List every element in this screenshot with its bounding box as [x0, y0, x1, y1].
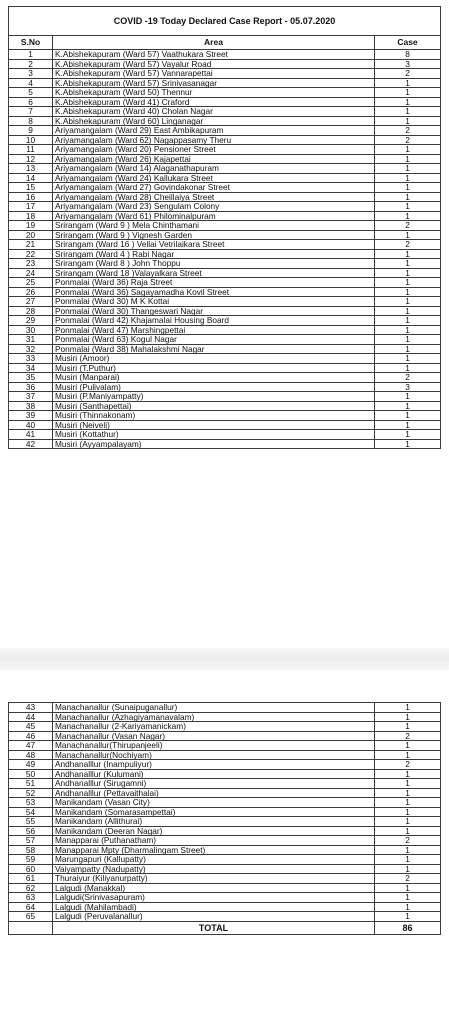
- row-case: 1: [375, 722, 441, 732]
- row-case: 1: [375, 912, 441, 922]
- total-spacer: [9, 921, 53, 934]
- report-page-2: [8, 702, 440, 935]
- row-sno: 31: [9, 335, 53, 345]
- row-area: Manachanallur (Vasan Nagar): [53, 731, 375, 741]
- table-row: [9, 430, 441, 440]
- table-row: [9, 297, 441, 307]
- row-area: K.Abishekapuram (Ward 57) Vaathukara Street: [53, 50, 375, 60]
- row-case: 1: [375, 249, 441, 259]
- row-case: 2: [375, 836, 441, 846]
- report-title: COVID -19 Today Declared Case Report - 05.07.2020: [9, 7, 441, 36]
- row-case: 2: [375, 135, 441, 145]
- row-area: Musiri (P.Maniyampatty): [53, 392, 375, 402]
- table-row: [9, 344, 441, 354]
- table-row: [9, 912, 441, 922]
- row-sno: 48: [9, 750, 53, 760]
- row-area: Manachanallur (2-Kariyamanickam): [53, 722, 375, 732]
- table-row: [9, 712, 441, 722]
- row-area: Ariyamangalam (Ward 29) East Ambikapuram: [53, 126, 375, 136]
- row-case: 1: [375, 750, 441, 760]
- table-row: [9, 798, 441, 808]
- row-sno: 25: [9, 278, 53, 288]
- row-area: Srirangam (Ward 16 ) Vellai Vetrilaikara Street: [53, 240, 375, 250]
- row-case: 1: [375, 297, 441, 307]
- row-case: 1: [375, 287, 441, 297]
- row-sno: 13: [9, 164, 53, 174]
- row-area: Ponmalai (Ward 30) Thangeswari Nagar: [53, 306, 375, 316]
- row-case: 2: [375, 240, 441, 250]
- row-case: 2: [375, 760, 441, 770]
- table-row: [9, 354, 441, 364]
- row-case: 1: [375, 173, 441, 183]
- case-report-table-part-1: [8, 6, 441, 449]
- row-case: 1: [375, 107, 441, 117]
- table-row: [9, 59, 441, 69]
- row-case: 2: [375, 126, 441, 136]
- row-area: Ariyamangalam (Ward 62) Nagappasamy Theru: [53, 135, 375, 145]
- row-sno: 20: [9, 230, 53, 240]
- table-row: [9, 97, 441, 107]
- table-row: [9, 411, 441, 421]
- row-case: 3: [375, 382, 441, 392]
- row-area: Vaiyampatty (Nadupatty): [53, 864, 375, 874]
- row-case: 1: [375, 354, 441, 364]
- row-area: Manikandam (Vasan City): [53, 798, 375, 808]
- row-sno: 38: [9, 401, 53, 411]
- table-row: [9, 826, 441, 836]
- row-sno: 16: [9, 192, 53, 202]
- row-area: Ariyamangalam (Ward 26) Kajapettai: [53, 154, 375, 164]
- table-row: [9, 731, 441, 741]
- row-sno: 15: [9, 183, 53, 193]
- row-sno: 49: [9, 760, 53, 770]
- table-row: [9, 202, 441, 212]
- column-header-sno: S.No: [9, 36, 53, 50]
- table-row: [9, 703, 441, 713]
- row-sno: 51: [9, 779, 53, 789]
- row-case: 1: [375, 259, 441, 269]
- row-case: 1: [375, 788, 441, 798]
- table-row: [9, 287, 441, 297]
- row-case: 1: [375, 325, 441, 335]
- row-case: 1: [375, 316, 441, 326]
- row-case: 1: [375, 769, 441, 779]
- row-area: Musiri (Amoor): [53, 354, 375, 364]
- row-sno: 59: [9, 855, 53, 865]
- row-area: Ariyamangalam (Ward 27) Govindakonar Street: [53, 183, 375, 193]
- row-area: Manachanallur(Thirupanjeeli): [53, 741, 375, 751]
- table-row: [9, 779, 441, 789]
- row-sno: 47: [9, 741, 53, 751]
- row-area: Musiri (Neiveli): [53, 420, 375, 430]
- row-area: Manikandam (Deeran Nagar): [53, 826, 375, 836]
- row-area: Andhanalllur (Inampuliyur): [53, 760, 375, 770]
- table-row: [9, 883, 441, 893]
- row-area: Ponmalai (Ward 30) M K Kottai: [53, 297, 375, 307]
- row-sno: 19: [9, 221, 53, 231]
- row-area: Ariyamangalam (Ward 61) Philominalpuram: [53, 211, 375, 221]
- table-row: [9, 164, 441, 174]
- row-case: 1: [375, 335, 441, 345]
- row-area: Manikandam (Allithurai): [53, 817, 375, 827]
- row-case: 1: [375, 855, 441, 865]
- row-case: 1: [375, 798, 441, 808]
- row-case: 1: [375, 411, 441, 421]
- row-case: 1: [375, 145, 441, 155]
- row-sno: 46: [9, 731, 53, 741]
- table-row: [9, 420, 441, 430]
- row-case: 1: [375, 430, 441, 440]
- report-page-1: [8, 6, 440, 449]
- row-sno: 61: [9, 874, 53, 884]
- row-area: Ponmalai (Ward 38) Mahalakshmi Nagar: [53, 344, 375, 354]
- row-sno: 45: [9, 722, 53, 732]
- row-sno: 58: [9, 845, 53, 855]
- row-case: 1: [375, 211, 441, 221]
- row-area: Manachanallur(Nochiyam): [53, 750, 375, 760]
- row-case: 1: [375, 230, 441, 240]
- row-case: 2: [375, 874, 441, 884]
- row-case: 1: [375, 268, 441, 278]
- table-row: [9, 116, 441, 126]
- row-case: 1: [375, 893, 441, 903]
- row-case: 1: [375, 183, 441, 193]
- table-row: [9, 392, 441, 402]
- row-area: Ponmalai (Ward 36) Sagayamadha Kovil Street: [53, 287, 375, 297]
- row-sno: 36: [9, 382, 53, 392]
- row-sno: 39: [9, 411, 53, 421]
- row-area: K.Abishekapuram (Ward 40) Cholan Nagar: [53, 107, 375, 117]
- row-area: Ariyamangalam (Ward 28) Cheillaiya Street: [53, 192, 375, 202]
- row-sno: 10: [9, 135, 53, 145]
- column-header-case: Case: [375, 36, 441, 50]
- column-header-area: Area: [53, 36, 375, 50]
- row-case: 1: [375, 703, 441, 713]
- row-sno: 22: [9, 249, 53, 259]
- table-row: [9, 183, 441, 193]
- row-sno: 5: [9, 88, 53, 98]
- row-case: 1: [375, 116, 441, 126]
- row-sno: 42: [9, 439, 53, 449]
- row-case: 1: [375, 344, 441, 354]
- row-sno: 3: [9, 69, 53, 79]
- row-sno: 12: [9, 154, 53, 164]
- row-area: Ariyamangalam (Ward 14) Alaganathapuram: [53, 164, 375, 174]
- row-sno: 43: [9, 703, 53, 713]
- row-sno: 65: [9, 912, 53, 922]
- row-area: Musiri (Thinnakonam): [53, 411, 375, 421]
- row-case: 1: [375, 864, 441, 874]
- row-area: Musiri (T.Puthur): [53, 363, 375, 373]
- table-row: [9, 363, 441, 373]
- table-row: [9, 769, 441, 779]
- table-row: [9, 335, 441, 345]
- row-area: Musiri (Pulivalam): [53, 382, 375, 392]
- table-row: [9, 107, 441, 117]
- row-area: Ariyamangalam (Ward 24) Kallukara Street: [53, 173, 375, 183]
- row-case: 1: [375, 192, 441, 202]
- row-area: Srirangam (Ward 9 ) Vignesh Garden: [53, 230, 375, 240]
- row-case: 1: [375, 902, 441, 912]
- row-area: Srirangam (Ward 18 )Valayalkara Street: [53, 268, 375, 278]
- row-sno: 53: [9, 798, 53, 808]
- row-case: 1: [375, 439, 441, 449]
- row-sno: 23: [9, 259, 53, 269]
- row-sno: 29: [9, 316, 53, 326]
- row-case: 1: [375, 420, 441, 430]
- table-row: [9, 836, 441, 846]
- table-row: [9, 874, 441, 884]
- row-case: 2: [375, 69, 441, 79]
- row-area: Manachanallur (Azhagiyamanavalam): [53, 712, 375, 722]
- row-sno: 30: [9, 325, 53, 335]
- row-case: 2: [375, 373, 441, 383]
- row-sno: 50: [9, 769, 53, 779]
- row-area: K.Abishekapuram (Ward 41) Craford: [53, 97, 375, 107]
- row-case: 1: [375, 306, 441, 316]
- row-case: 1: [375, 712, 441, 722]
- row-case: 1: [375, 401, 441, 411]
- row-case: 1: [375, 363, 441, 373]
- table-row: [9, 211, 441, 221]
- row-area: Musiri (Ayyampalayam): [53, 439, 375, 449]
- table-row: [9, 69, 441, 79]
- row-sno: 55: [9, 817, 53, 827]
- row-sno: 62: [9, 883, 53, 893]
- table-row: [9, 306, 441, 316]
- row-case: 1: [375, 817, 441, 827]
- row-area: Manapparai Mpty (Dharmalingam Street): [53, 845, 375, 855]
- row-area: Andhanalllur (Pettavaithalai): [53, 788, 375, 798]
- table-row: [9, 817, 441, 827]
- row-case: 1: [375, 845, 441, 855]
- table-row: [9, 221, 441, 231]
- row-case: 1: [375, 78, 441, 88]
- row-sno: 64: [9, 902, 53, 912]
- row-sno: 6: [9, 97, 53, 107]
- row-case: 1: [375, 202, 441, 212]
- row-area: K.Abishekapuram (Ward 50) Thennur: [53, 88, 375, 98]
- row-case: 2: [375, 221, 441, 231]
- row-sno: 17: [9, 202, 53, 212]
- row-case: 1: [375, 883, 441, 893]
- row-area: K.Abishekapuram (Ward 57) Vayalur Road: [53, 59, 375, 69]
- row-area: Lalgudi (Manakkal): [53, 883, 375, 893]
- row-sno: 57: [9, 836, 53, 846]
- row-sno: 21: [9, 240, 53, 250]
- row-area: Thuraiyur (Kiliyanurpatty): [53, 874, 375, 884]
- row-case: 2: [375, 731, 441, 741]
- row-sno: 35: [9, 373, 53, 383]
- table-row: [9, 845, 441, 855]
- row-sno: 11: [9, 145, 53, 155]
- row-sno: 26: [9, 287, 53, 297]
- table-row: [9, 382, 441, 392]
- table-row: [9, 173, 441, 183]
- row-case: 1: [375, 164, 441, 174]
- table-row: [9, 126, 441, 136]
- row-case: 1: [375, 741, 441, 751]
- table-row: [9, 788, 441, 798]
- row-area: Ponmalai (Ward 36) Raja Street: [53, 278, 375, 288]
- row-case: 1: [375, 88, 441, 98]
- row-area: Andhanalllur (Sirugamni): [53, 779, 375, 789]
- row-sno: 8: [9, 116, 53, 126]
- page-gap: [0, 648, 449, 670]
- table-row: [9, 78, 441, 88]
- row-sno: 27: [9, 297, 53, 307]
- row-area: Lalgudi (Peruvalanallur): [53, 912, 375, 922]
- table-row: [9, 864, 441, 874]
- row-area: Lalgudi(Srinivasapuram): [53, 893, 375, 903]
- row-case: 1: [375, 278, 441, 288]
- table-row: [9, 855, 441, 865]
- row-area: Srirangam (Ward 8 ) John Thoppu: [53, 259, 375, 269]
- table-row: [9, 807, 441, 817]
- row-sno: 7: [9, 107, 53, 117]
- row-sno: 40: [9, 420, 53, 430]
- table-row: [9, 88, 441, 98]
- table-row: [9, 249, 441, 259]
- table-row: [9, 760, 441, 770]
- table-row: [9, 902, 441, 912]
- table-row: [9, 192, 441, 202]
- row-area: Manachanallur (Sunaipuganallur): [53, 703, 375, 713]
- row-sno: 44: [9, 712, 53, 722]
- table-row: [9, 259, 441, 269]
- row-sno: 14: [9, 173, 53, 183]
- row-area: K.Abishekapuram (Ward 57) Vannarapettai: [53, 69, 375, 79]
- row-sno: 33: [9, 354, 53, 364]
- row-case: 1: [375, 392, 441, 402]
- row-sno: 34: [9, 363, 53, 373]
- row-sno: 2: [9, 59, 53, 69]
- table-row: [9, 439, 441, 449]
- table-row: [9, 145, 441, 155]
- table-row: [9, 325, 441, 335]
- row-sno: 60: [9, 864, 53, 874]
- row-area: Andhanalllur (Kulumani): [53, 769, 375, 779]
- table-row: [9, 401, 441, 411]
- row-area: Lalgudi (Mahilambadi): [53, 902, 375, 912]
- table-row: [9, 722, 441, 732]
- row-case: 1: [375, 826, 441, 836]
- total-value: 86: [375, 921, 441, 934]
- row-sno: 52: [9, 788, 53, 798]
- row-sno: 56: [9, 826, 53, 836]
- row-area: Marungapuri (Kallupatty): [53, 855, 375, 865]
- row-area: K.Abishekapuram (Ward 57) Srinivasanagar: [53, 78, 375, 88]
- row-area: Ariyamangalam (Ward 23) Sengulam Colony: [53, 202, 375, 212]
- total-label: TOTAL: [53, 921, 375, 934]
- table-row: [9, 268, 441, 278]
- table-row: [9, 230, 441, 240]
- row-sno: 37: [9, 392, 53, 402]
- table-row: [9, 154, 441, 164]
- table-row: [9, 741, 441, 751]
- row-sno: 9: [9, 126, 53, 136]
- row-case: 1: [375, 97, 441, 107]
- row-sno: 4: [9, 78, 53, 88]
- row-area: Ariyamangalam (Ward 20) Pensioner Street: [53, 145, 375, 155]
- row-sno: 41: [9, 430, 53, 440]
- row-area: Ponmalai (Ward 47) Marshingpettai: [53, 325, 375, 335]
- table-row: [9, 135, 441, 145]
- table-row: [9, 316, 441, 326]
- row-sno: 28: [9, 306, 53, 316]
- row-area: Srirangam (Ward 4 ) Rabi Nagar: [53, 249, 375, 259]
- row-sno: 24: [9, 268, 53, 278]
- row-area: Ponmalai (Ward 42) Khajamalai Housing Board: [53, 316, 375, 326]
- table-row: [9, 240, 441, 250]
- row-area: Ponmalai (Ward 63) Kogul Nagar: [53, 335, 375, 345]
- case-report-table-part-2: [8, 702, 441, 935]
- row-case: 1: [375, 779, 441, 789]
- row-sno: 18: [9, 211, 53, 221]
- row-area: Musiri (Manparai): [53, 373, 375, 383]
- row-case: 1: [375, 807, 441, 817]
- row-case: 8: [375, 50, 441, 60]
- row-area: Musiri (Santhapettai): [53, 401, 375, 411]
- row-area: Manikandam (Somarasampettai): [53, 807, 375, 817]
- table-row: [9, 373, 441, 383]
- row-area: Musiri (Kottathur): [53, 430, 375, 440]
- row-case: 1: [375, 154, 441, 164]
- table-row: [9, 893, 441, 903]
- table-row: [9, 50, 441, 60]
- row-case: 3: [375, 59, 441, 69]
- row-sno: 54: [9, 807, 53, 817]
- row-sno: 63: [9, 893, 53, 903]
- table-row: [9, 750, 441, 760]
- row-area: Manapparai (Puthanatham): [53, 836, 375, 846]
- table-row: [9, 278, 441, 288]
- row-area: K.Abishekapuram (Ward 60) Linganagar: [53, 116, 375, 126]
- row-sno: 1: [9, 50, 53, 60]
- row-sno: 32: [9, 344, 53, 354]
- row-area: Srirangam (Ward 9 ) Mela Chinthamani: [53, 221, 375, 231]
